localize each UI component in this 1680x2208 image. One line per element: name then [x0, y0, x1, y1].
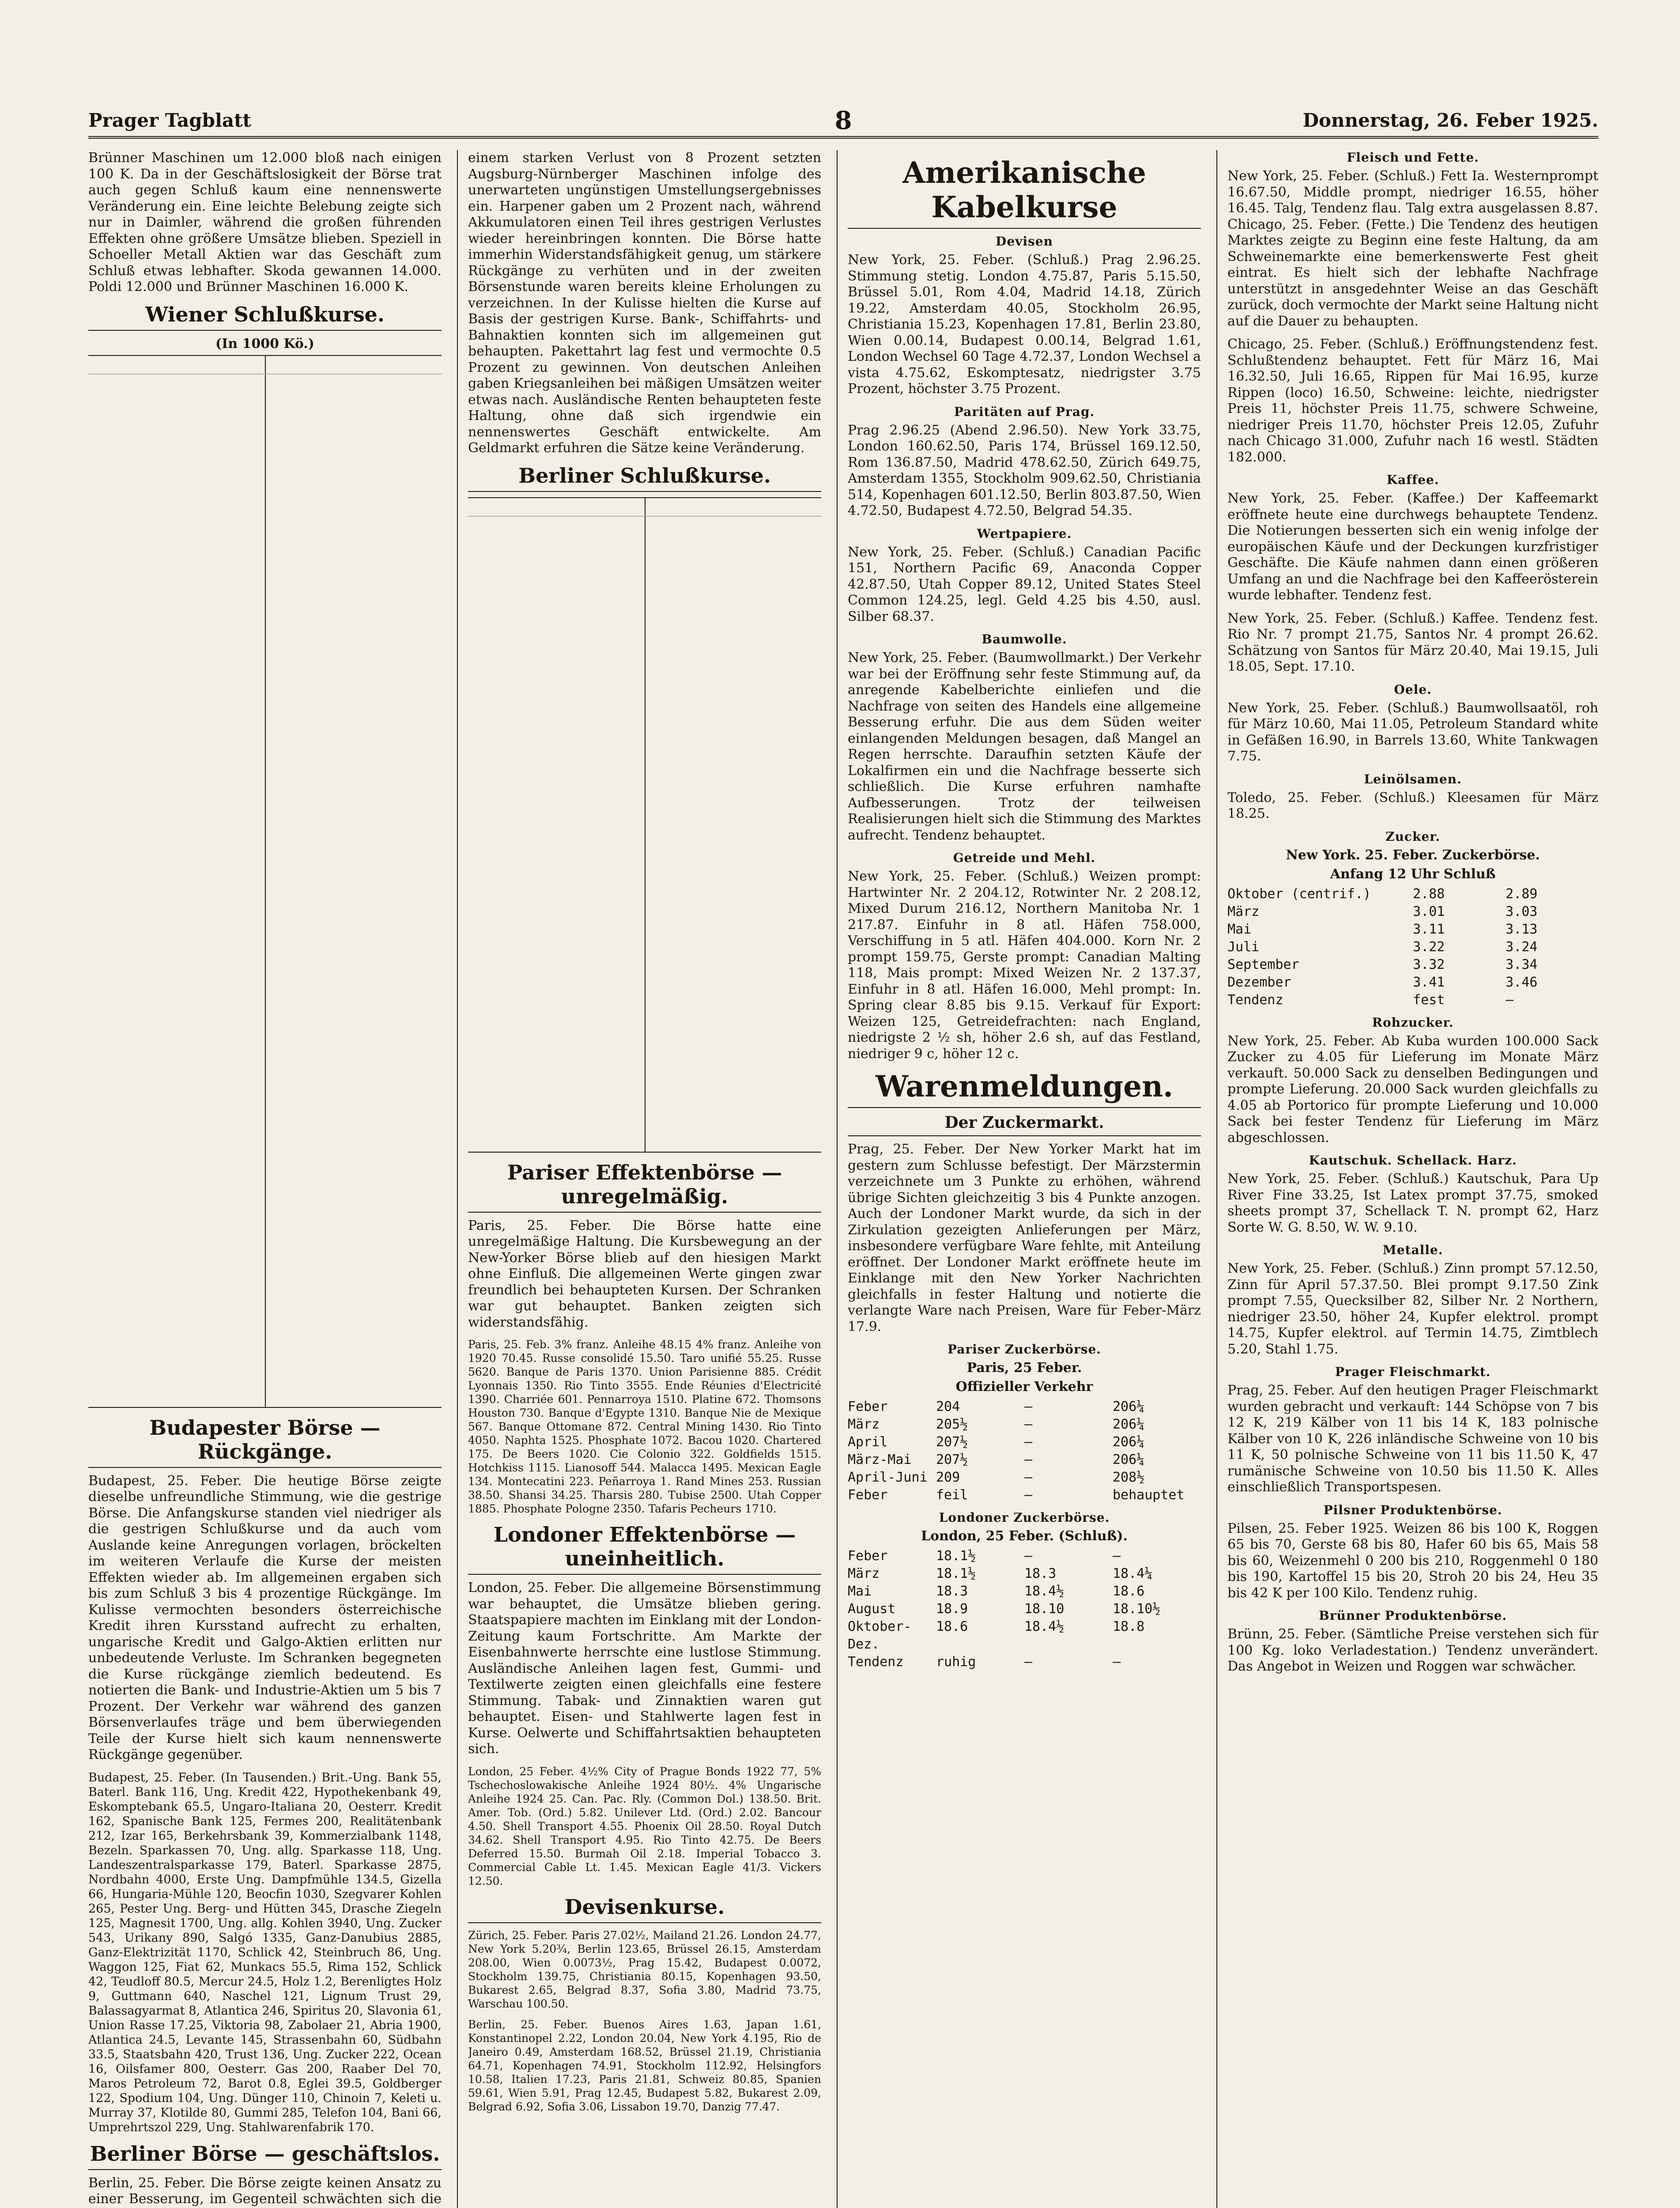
- section-heading: Wiener Schlußkurse.: [88, 302, 442, 331]
- section-subheading: Kaffee.: [1386, 473, 1439, 487]
- quote-list: [468, 498, 821, 1152]
- section-subheading: (In 1000 Kö.): [215, 336, 314, 352]
- section-heading: Berliner Schlußkurse.: [468, 464, 821, 492]
- table-row: Dezember 3.41 3.46: [1227, 974, 1538, 990]
- table-caption: London, 25 Feber. (Schluß).: [921, 1528, 1128, 1544]
- page-header: [88, 106, 1598, 139]
- column-rule: [837, 150, 838, 2208]
- table-row: April-Juni 209 — 208½: [848, 1470, 1145, 1485]
- article-text: Budapest, 25. Feber. (In Tausenden.) Brit.-Ung. Bank 55, Baterl. Bank 116, Ung. Kredit 422, Hypothekenbank 49, Eskomptebank 65.5, Ungaro-Italiana 20, Oesterr. Kredit 162, Spanische Bank 125, Fermes 200, Realitätenbank 212, Izar 165, Berkehrsbank 39, Kommerzialbank 1148, Bezeln. Sparkassen 70, Ung. allg. Sparkasse 118, Ung. Landeszentralsparkasse 179, Baterl. Sparkasse 2875, Nordbahn 4000, Erste Ung. Dampfmühle 134.5, Gizella 66, Hungaria-Mühle 120, Beocfin 1030, Szegvarer Kohlen 265, Pester Ung. Berg- und Hütten 345, Drasche Ziegeln 125, Magnesit 1700, Ung. allg. Kohlen 3940, Ung. Zucker 543, Urikany 890, Salgó 1335, Ganz-Danubius 2885, Ganz-Elektrizität 1170, Schlick 42, Steinbruch 86, Ung. Waggon 125, Fiat 62, Munkacs 55.5, Rima 152, Schlick 42, Teudloff 80.5, Mercur 24.5, Holz 1.2, Berenligtes Holz 9, Guttmann 640, Naschel 121, Lignum Trust 29, Balassagyarmat 8, Atlantica 246, Spiritus 20, Slavonia 61, Union Rasse 17.25, Viktoria 98, Zabolaer 21, Abria 1900, Atlantica 24.5, Levante 145, Strassenbahn 60, Südbahn 33.5, Staatsbahn 420, Trust 136, Ung. Zucker 222, Ocean 16, Oilsfamer 800, Oesterr. Gas 200, Raaber Del 70, Maros Petroleum 72, Barot 0.8, Eglei 39.5, Goldberger 122, Spodium 104, Ung. Dünger 110, Chinoin 7, Keleti u. Murray 37, Klotilde 80, Gummi 285, Telefon 104, Bani 66, Umprehrtszol 229, Ung. Stahlwarenfabrik 170.: [88, 1770, 442, 2134]
- table-row: September 3.32 3.34: [1227, 957, 1538, 972]
- quote-list: [88, 356, 442, 1407]
- section-heading: Der Zuckermarkt.: [848, 1113, 1201, 1136]
- article-text: London, 25. Feber. Die allgemeine Börsenstimmung war behauptet, die Umsätze blieben gering. Staatspapiere machten im Einklang mit der London-Zeitung kaum Fortschritte. Am Markte der Eisenbahnwerte herrschte eine lustlose Stimmung. Ausländische Anleihen lagen fest, Gummi- und Textilwerte zeigten einen gleichfalls eine festere Stimmung. Tabak- und Zinnaktien waren gut behauptet. Eisen- und Stahlwerte lagen fest in Kurse. Oelwerte und Schiffahrtsaktien behaupteten sich.: [468, 1580, 821, 1757]
- column-rule: [457, 150, 458, 2208]
- column-2: [468, 150, 821, 2208]
- table-row: Oktober (centrif.) 2.88 2.89: [1227, 886, 1538, 902]
- table-row: Oktober-Dez. 18.6 18.4½ 18.8: [848, 1619, 1145, 1652]
- table-row: Juli 3.22 3.24: [1227, 939, 1538, 955]
- table-row: März 205½ — 206¼: [848, 1417, 1145, 1432]
- table-caption: New York. 25. Feber. Zuckerbörse.: [1286, 847, 1540, 863]
- section-heading: Pariser Effektenbörse — unregelmäßig.: [468, 1161, 821, 1213]
- table-row: August 18.9 18.10 18.10½: [848, 1601, 1161, 1617]
- table-caption: Offizieller Verkehr: [955, 1379, 1093, 1395]
- article-text: Brünner Maschinen um 12.000 bloß nach einigen 100 K. Da in der Geschäftslosigkeit der Börse trat auch gegen Schluß kaum eine nennenswerte Veränderung ein. Eine leichte Belebung zeigte sich nur in Daimler, während die großen führenden Effekten ohne größere Umsätze blieben. Speziell in Schoeller Metall Aktien war das Geschäft zum Schluß etwas lebhafter. Skoda gewannen 14.000. Poldi 12.000 und Brünner Maschinen 16.000 K.: [88, 150, 442, 295]
- section-subheading: Rohzucker.: [1372, 1015, 1454, 1030]
- ny-sugar-table: [1227, 885, 1598, 1009]
- table-row: Tendenz ruhig — —: [848, 1654, 1121, 1670]
- article-text: New York, 25. Feber. (Schluß.) Zinn prompt 57.12.50, Zinn für April 57.37.50. Blei prompt 9.17.50 Zink prompt 7.55, Quecksilber 82, Silber Nr. 2 Northern, niedriger 23.50, höher 24, Kupfer elektrol. prompt 14.75, Kupfer elektrol. auf Termin 14.75, Zimtblech 5.20, Stahl 1.75.: [1227, 1261, 1598, 1357]
- column-4: [1227, 150, 1598, 2208]
- section-subheading: Devisen: [996, 234, 1053, 249]
- article-text: Berlin, 25. Feber. Buenos Aires 1.63, Japan 1.61, Konstantinopel 2.22, London 20.04, New York 4.195, Rio de Janeiro 0.49, Amsterdam 168.52, Brüssel 21.19, Christiania 64.71, Kopenhagen 74.91, Stockholm 112.92, Helsingfors 10.58, Italien 17.23, Paris 21.81, Schweiz 80.85, Spanien 59.61, Wien 5.91, Prag 12.45, Budapest 5.82, Bukarest 2.09, Belgrad 6.92, Sofia 3.06, Lissabon 19.70, Danzig 77.47.: [468, 2018, 821, 2113]
- table-row: Feber 18.1½ — —: [848, 1548, 1121, 1564]
- article-text: Prag, 25. Feber. Der New Yorker Markt hat im gestern zum Schlusse befestigt. Der Märzstermin verzeichnete um 3 Punkte zu erhöhen, während übrige Sichten gleichzeitig 3 bis 4 Punkte anzogen. Auch der Londoner Markt wurde, da sich in der Zirkulation gezeigten Anlieferungen per März, insbesondere verfügbare Ware fehlte, mit Anteilung eröffnet. Der Londoner Markt eröffnete heute im Einklange mit den New Yorker Nachrichten gleichfalls in fester Haltung und notierte die verlangte Ware nach Preisen, Ware für Feber-März 17.9.: [848, 1142, 1201, 1335]
- article-text: Paris, 25. Feber. Die Börse hatte eine unregelmäßige Haltung. Die Kursbewegung an der New-Yorker Börse blieb auf den hiesigen Markt ohne Einfluß. Die allgemeinen Werte gingen zwar freundlich bei behaupteten Kursen. Der Schranken war gut behauptet. Banken zeigten sich widerstandsfähig.: [468, 1217, 821, 1330]
- article-text: Prag, 25. Feber. Auf den heutigen Prager Fleischmarkt wurden gebracht und verkauft: 144 Schöpse von 7 bis 12 K, 219 Kälber von 11 bis 14 K, 183 polnische Kälber von 10 K, 226 inländische Schweine von 10 bis 11 K, 50 polnische Schweine von 11 bis 11.50 K, 47 rumänische Schweine von 10.50 bis 11.50 K. Alles einschließlich Transportspesen.: [1227, 1383, 1598, 1495]
- article-text: Zürich, 25. Feber. Paris 27.02½, Mailand 21.26. London 24.77, New York 5.20¾, Berlin 123.65, Brüssel 26.15, Amsterdam 208.00, Wien 0.0073½, Prag 15.42, Budapest 0.0072, Stockholm 139.75, Christiania 80.15, Kopenhagen 93.50, Bukarest 2.65, Belgrad 8.37, Sofia 3.80, Madrid 73.75, Warschau 100.50.: [468, 1928, 821, 2010]
- article-text: New York, 25. Feber. (Kaffee.) Der Kaffeemarkt eröffnete heute eine durchwegs behauptete Tendenz. Die Notierungen besserten sich ein wenig infolge der europäischen Käufe und der Deckungen kurzfristiger Geschäfte. Die Käufe nahmen dann einen größeren Umfang an und die Nachfrage bei den Kaffeerösterein wurde lebhafter. Tendenz fest.: [1227, 491, 1598, 603]
- section-subheading: Baumwolle.: [982, 632, 1067, 647]
- article-text: New York, 25. Feber. (Schluß.) Baumwollsaatöl, roh für März 10.60, Mai 11.05, Petroleum Standard white in Gefäßen 16.90, in Barrels 13.60, White Tankwagen 7.75.: [1227, 700, 1598, 764]
- section-subheading: Leinölsamen.: [1364, 771, 1462, 786]
- section-heading: Devisenkurse.: [468, 1895, 821, 1923]
- section-subheading: Metalle.: [1382, 1243, 1443, 1257]
- table-caption: Paris, 25 Feber.: [966, 1360, 1082, 1376]
- article-text: New York, 25. Feber. (Schluß.) Canadian Pacific 151, Northern Pacific 69, Anaconda Copper 42.87.50, Utah Copper 89.12, United States Steel Common 124.25, legl. Geld 4.25 bis 4.50, ausl. Silber 68.37.: [848, 544, 1201, 624]
- article-text: Brünn, 25. Feber. (Sämtliche Preise verstehen sich für 100 Kg. loko Verladestation.) Tendenz unverändert. Das Angebot in Weizen und Roggen war schwächer.: [1227, 1626, 1598, 1674]
- article-text: einem starken Verlust von 8 Prozent setzten Augsburg-Nürnberger Maschinen infolge des unerwarteten ungünstigen Umstellungsergebnisses ein. Harpener gaben um 2 Prozent nach, während Akkumulatoren einen Teil ihres gestrigen Verlustes wieder hereinbringen konnten. Die Börse hatte immerhin Widerstandsfähigkeit genug, um stärkere Rückgänge zu verhüten und in der zweiten Börsenstunde waren bereits kleine Erholungen zu verzeichnen. In der Kulisse hielten die Kurse auf Basis der gestrigen Kurse. Bank-, Schiffahrts- und Bahnaktien konnten sich im allgemeinen gut behaupten. Pakettahrt lag fest und vermochte 0.5 Prozent zu gewinnen. Von deutschen Anleihen gaben Kriegsanleihen bei mäßigen Umsätzen weiter etwas nach. Ausländische Renten behaupteten feste Haltung, ohne daß sich irgendwie ein nennenswertes Geschäft entwickelte. Am Geldmarkt erfuhren die Sätze keine Veränderung.: [468, 150, 821, 456]
- section-subheading: Prager Fleischmarkt.: [1335, 1365, 1491, 1379]
- berliner-kurse-table: [468, 497, 821, 1153]
- table-row: Feber 204 — 206¼: [848, 1399, 1145, 1414]
- article-text: New York, 25. Feber. (Schluß.) Fett Ia. Westernprompt 16.67.50, Middle prompt, niedriger 16.55, höher 16.45. Talg, Tendenz flau. Talg extra ausgelassen 8.87. Chicago, 25. Feber. (Fette.) Die Tendenz des heutigen Marktes zeigte zu Beginn eine feste Haltung, da am Schweinemarkte eine bemerkenswerte Fest gheit eintrat. Es hielt sich der lebhafte Nachfrage unterstützt in ansgedehnter Weise an das Geschäft zurück, doch vermochte der Markt seine Haltung nicht auf die Dauer zu behaupten.: [1227, 168, 1598, 329]
- table-row: Mai 3.11 3.13: [1227, 921, 1538, 937]
- section-subheading: Zucker.: [1386, 829, 1440, 844]
- article-text: Pilsen, 25. Feber 1925. Weizen 86 bis 100 K, Roggen 65 bis 70, Gerste 68 bis 80, Hafer 60 bis 65, Mais 58 bis 60, Weizenmehl 0 200 bis 210, Roggenmehl 0 180 bis 190, Kartoffel 15 bis 20, Stroh 20 bis 24, Heu 35 bis 42 K per 100 Kilo. Tendenz ruhig.: [1227, 1520, 1598, 1601]
- article-text: New York, 25. Feber. (Baumwollmarkt.) Der Verkehr war bei der Eröffnung sehr feste Stimmung auf, da anregende Kabelberichte einliefen und die Nachfrage von seiten des Handels eine allgemeine Besserung erfuhr. Die aus dem Süden weiter einlangenden Meldungen besagen, daß Mangel an Regen herrschte. Daraufhin setzten Käufe der Lokalfirmen ein und die Nachfrage besserte sich schließlich. Die Kurse erfuhren namhafte Aufbesserungen. Trotz der teilweisen Realisierungen hielt sich die Stimmung des Marktes aufrecht. Tendenz behauptet.: [848, 650, 1201, 843]
- issue-date: Donnerstag, 26. Feber 1925.: [1302, 110, 1598, 131]
- column-rule: [1216, 150, 1217, 2208]
- table-caption: Anfang 12 Uhr Schluß: [1330, 866, 1496, 882]
- section-heading: Berliner Börse — geschäftslos.: [88, 2142, 442, 2170]
- section-subheading: Pariser Zuckerbörse.: [947, 1342, 1102, 1357]
- article-text: New York, 25. Feber. (Schluß.) Kaffee. Tendenz fest. Rio Nr. 7 prompt 21.75, Santos Nr. 4 prompt 26.62. Schätzung von Santos für März 20.40, Mai 19.15, Juli 18.05, Sept. 17.10.: [1227, 610, 1598, 674]
- section-subheading: Kautschuk. Schellack. Harz.: [1309, 1153, 1517, 1168]
- article-text: New York, 25. Feber. (Schluß.) Prag 2.96.25. Stimmung stetig. London 4.75.87, Paris 5.15.50, Brüssel 5.01, Rom 4.04, Madrid 14.18, Zürich 19.22, Amsterdam 40.05, Stockholm 26.95, Christiania 15.23, Kopenhagen 17.81, Berlin 23.80, Wien 0.00.14, Budapest 0.00.14, Belgrad 1.61, London Wechsel 60 Tage 4.72.37, London Wechsel a vista 4.75.62, Eskomptesatz, niedrigster 3.75 Prozent, höchster 3.75 Prozent.: [848, 252, 1201, 397]
- section-heading: Warenmeldungen.: [848, 1069, 1201, 1108]
- masthead-title: Prager Tagblatt: [88, 110, 251, 131]
- table-row: Tendenz fest —: [1227, 992, 1514, 1008]
- article-text: New York, 25. Feber. (Schluß.) Kautschuk, Para Up River Fine 33.25, Ist Latex prompt 37.75, smoked sheets prompt 37, Schellack T. N. prompt 62, Harz Sorte W. G. 8.50, W. W. 9.10.: [1227, 1171, 1598, 1235]
- table-row: März 18.1½ 18.3 18.4¼: [848, 1566, 1153, 1581]
- table-row: März 3.01 3.03: [1227, 904, 1538, 919]
- section-subheading: Fleisch und Fette.: [1347, 150, 1479, 165]
- table-row: Mai 18.3 18.4½ 18.6: [848, 1584, 1145, 1599]
- article-text: New York, 25. Feber. Ab Kuba wurden 100.000 Sack Zucker zu 4.05 für Lieferung im Monate März verkauft. 50.000 Sack zu denselben Bedingungen und prompte Lieferung. 20.000 Sack wurden gleichfalls zu 4.05 ab Portorico für prompte Lieferung und 10.000 Sack bei fester Tendenz für Lieferung im März abgeschlossen.: [1227, 1033, 1598, 1146]
- section-heading: Budapester Börse — Rückgänge.: [88, 1416, 442, 1468]
- article-text: Prag 2.96.25 (Abend 2.96.50). New York 33.75, London 160.62.50, Paris 174, Brüssel 169.12.50, Rom 136.87.50, Madrid 478.62.50, Zürich 649.75, Amsterdam 1355, Stockholm 909.62.50, Christiania 514, Kopenhagen 601.12.50, Berlin 803.87.50, Wien 4.72.50, Budapest 4.72.50, Belgrad 54.35.: [848, 422, 1201, 518]
- section-subheading: Getreide und Mehl.: [953, 851, 1096, 865]
- article-text: Budapest, 25. Feber. Die heutige Börse zeigte dieselbe unfreundliche Stimmung, wie die gestrige Börse. Die Anfangskurse standen viel niedriger als die gestrigen Schlußkurse und da auch vom Auslande keine Anregungen vorlagen, bröckelten im weiteren Verlaufe die Kurse der meisten Effekten wieder ab. Im allgemeinen ergaben sich bis zum Schluß 3 bis 4 prozentige Rückgänge. Im Kulisse vermochten besonders österreichische Kredit ihren Kursstand aufrecht zu erhalten, ungarische Kredit und Galgo-Aktien erlitten nur unbedeutende Verluste. Im Schranken begegneten die Kurse rückgänge ziemlich bedeutend. Es notierten die Bank- und Industrie-Aktien um 5 bis 7 Prozent. Der Verkehr war während des ganzen Börsenverlaufes träge und bem überwiegenden Teile der Kurse hielt sich kaum nennenswerte Rückgänge gegenüber.: [88, 1473, 442, 1762]
- article-text: Chicago, 25. Feber. (Schluß.) Eröffnungstendenz fest. Schlußtendenz behauptet. Fett für März 16, Mai 16.32.50, Juli 16.65, Rippen für Mai 16.95, kurze Rippen (loco) 16.50, Schweine: leichte, niedrigster Preis 11, höchster Preis 11.75, schwere Schweine, niedriger Preis 11.70, höchster Preis 12.05, Zufuhr nach Chicago 31.000, Zufuhr nach 16 westl. Städten 182.000.: [1227, 336, 1598, 465]
- london-sugar-table: [848, 1547, 1201, 1671]
- article-text: Berlin, 25. Feber. Die Börse zeigte keinen Ansatz zu einer Besserung, im Gegenteil schwächten sich die: [88, 2175, 442, 2207]
- paris-sugar-table: [848, 1398, 1201, 1504]
- article-text: Toledo, 25. Feber. (Schluß.) Kleesamen für März 18.25.: [1227, 790, 1598, 821]
- wiener-kurse-table: [88, 355, 442, 1408]
- table-row: April 207½ — 206¼: [848, 1434, 1145, 1450]
- article-text: London, 25 Feber. 4½% City of Prague Bonds 1922 77, 5% Tschechoslowakische Anleihe 1924 80½. 4% Ungarische Anleihe 1924 25. Can. Pac. Rly. (Common Dol.) 138.50. Brit. Amer. Tob. (Ord.) 5.82. Unilever Ltd. (Ord.) 2.02. Bancour 4.50. Shell Transport 4.55. Phoenix Oil 28.50. Royal Dutch 34.62. Shell Transport 4.95. Rio Tinto 42.75. De Beers Deferred 15.50. Burmah Oil 2.18. Imperial Tobacco 3. Commercial Cable Lt. 1.45. Mexican Eagle 41/3. Vickers 12.50.: [468, 1765, 821, 1887]
- column-3: [848, 150, 1201, 2208]
- table-row: März-Mai 207½ — 206¼: [848, 1452, 1145, 1467]
- section-heading: Amerikanische Kabelkurse: [848, 155, 1201, 229]
- section-subheading: Oele.: [1394, 682, 1432, 697]
- page-number: 8: [834, 106, 852, 135]
- section-subheading: Paritäten auf Prag.: [954, 404, 1095, 419]
- section-heading: Londoner Effektenbörse — uneinheitlich.: [468, 1523, 821, 1575]
- section-subheading: Brünner Produktenbörse.: [1318, 1608, 1507, 1623]
- article-text: Paris, 25. Feb. 3% franz. Anleihe 48.15 4% franz. Anleihe von 1920 70.45. Russe consolidé 15.50. Taro unifié 55.25. Russe 5620. Banque de Paris 1370. Union Parisienne 885. Crédit Lyonnais 1350. Rio Tinto 3555. Ende Réunies d'Electricité 1390. Charriée 601. Pennarroya 1510. Platine 672. Thomsons Houston 730. Banque d'Egypte 1310. Banque Nie de Mexique 567. Banque Ottomane 872. Central Mining 1430. Rio Tinto 4050. Naphta 1525. Phosphate 1072. Bacou 1020. Chartered 175. De Beers 1020. Cie Colonio 322. Goldfields 1515. Hotchkiss 1115. Lianosoff 544. Malacca 1495. Mexican Eagle 134. Montecatini 223. Peñarroya 1. Rand Mines 253. Russian 38.50. Shansi 34.25. Tharsis 280. Tubise 2500. Utah Copper 1885. Phosphate Pologne 2350. Tafaris Pecheurs 1710.: [468, 1338, 821, 1515]
- section-subheading: Londoner Zuckerbörse.: [939, 1510, 1110, 1525]
- table-row: Feber feil — behauptet: [848, 1487, 1185, 1503]
- column-1: [88, 150, 442, 2208]
- article-text: New York, 25. Feber. (Schluß.) Weizen prompt: Hartwinter Nr. 2 204.12, Rotwinter Nr. 2 208.12, Mixed Durum 216.12, Northern Manitoba Nr. 1 217.87. Einfuhr in 8 atl. Häfen 758.000, Verschiffung in 5 atl. Häfen 404.000. Korn Nr. 2 prompt 159.75, Gerste prompt: Canadian Malting 118, Mais prompt: Mixed Weizen Nr. 2 137.37, Einfuhr in 8 atl. Häfen 16.000, Mehl prompt: In. Spring clear 8.85 bis 9.15. Verkauf für Export: Weizen 125, Getreidefrachten: nach England, niedrigste 2 ½ sh, höher 2.6 sh, auf das Festland, niedriger 9 c, höher 12 c.: [848, 869, 1201, 1062]
- section-subheading: Pilsner Produktenbörse.: [1323, 1502, 1503, 1517]
- section-subheading: Wertpapiere.: [977, 526, 1072, 541]
